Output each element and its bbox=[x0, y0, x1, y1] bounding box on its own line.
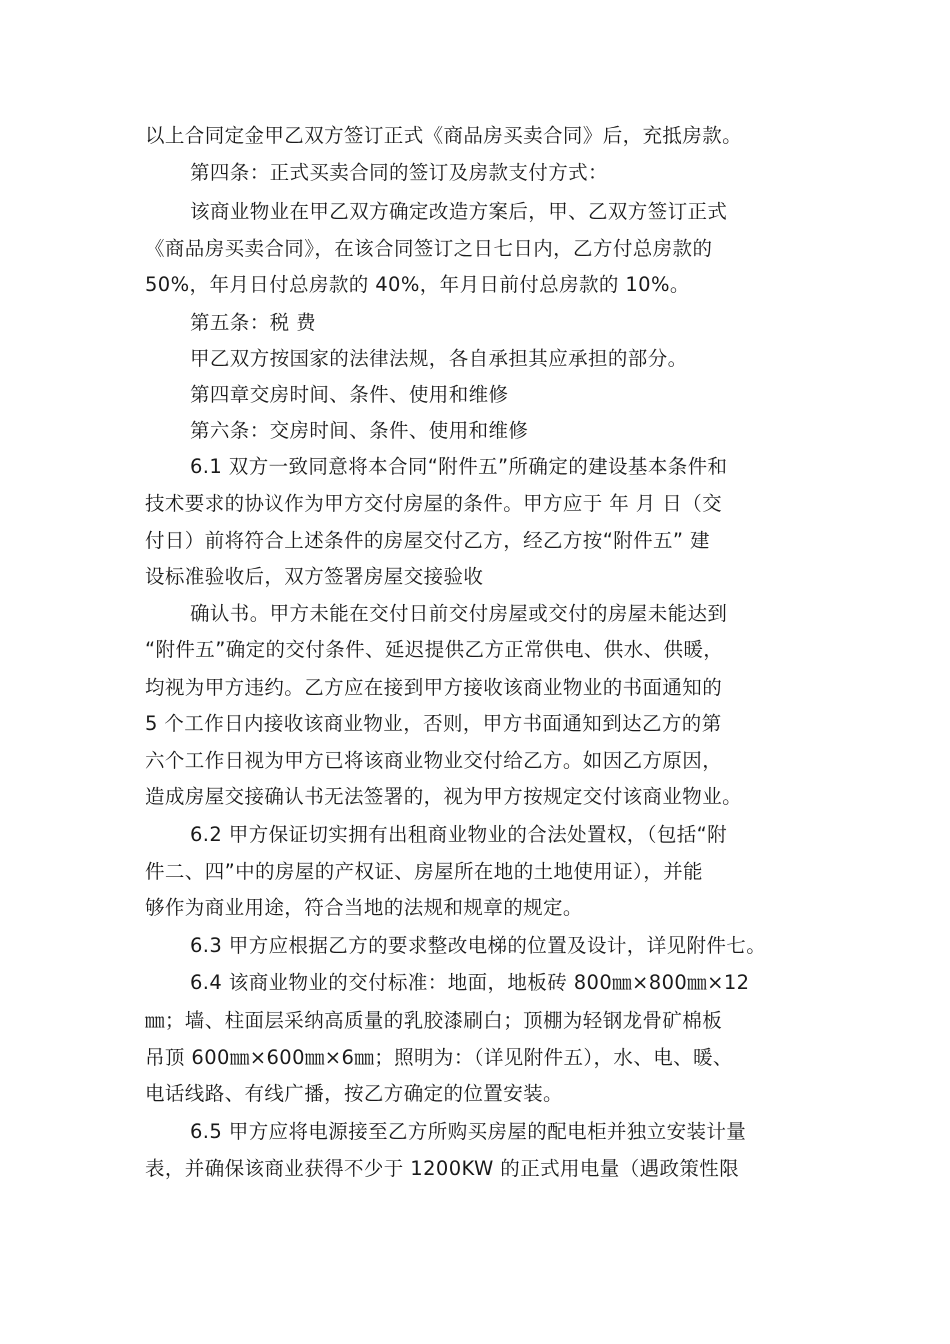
text-line: 第四章交房时间、条件、使用和维修 bbox=[190, 383, 509, 406]
text-line: 6.5 甲方应将电源接至乙方所购买房屋的配电柜并独立安装计量 bbox=[190, 1120, 747, 1143]
text-line: 第五条：税 费 bbox=[190, 311, 316, 334]
text-line: ㎜；墙、柱面层采纳高质量的乳胶漆刷白；顶棚为轻钢龙骨矿棉板 bbox=[145, 1009, 723, 1032]
text-line: 6.2 甲方保证切实拥有出租商业物业的合法处置权，（包括“附 bbox=[190, 823, 728, 846]
text-line: 够作为商业用途，符合当地的法规和规章的规定。 bbox=[145, 896, 583, 919]
text-line: 5 个工作日内接收该商业物业，否则，甲方书面通知到达乙方的第 bbox=[145, 712, 722, 735]
text-line: 该商业物业在甲乙双方确定改造方案后，甲、乙双方签订正式 bbox=[190, 200, 728, 223]
text-line: 《商品房买卖合同》，在该合同签订之日七日内，乙方付总房款的 bbox=[145, 237, 713, 260]
text-line: 设标准验收后，双方签署房屋交接验收 bbox=[145, 565, 484, 588]
text-line: 件二、四”中的房屋的产权证、房屋所在地的土地使用证），并能 bbox=[145, 860, 703, 883]
text-line: 确认书。甲方未能在交付日前交付房屋或交付的房屋未能达到 bbox=[190, 602, 728, 625]
text-line: 付日）前将符合上述条件的房屋交付乙方，经乙方按“附件五” 建 bbox=[145, 529, 710, 552]
text-line: 吊顶 600㎜×600㎜×6㎜；照明为：（详见附件五），水、电、暖、 bbox=[145, 1046, 733, 1069]
text-line: 技术要求的协议作为甲方交付房屋的条件。甲方应于 年 月 日（交 bbox=[145, 492, 722, 515]
text-line: 50%，年月日付总房款的 40%，年月日前付总房款的 10%。 bbox=[145, 273, 690, 296]
text-line: 6.4 该商业物业的交付标准：地面，地板砖 800㎜×800㎜×12 bbox=[190, 971, 750, 994]
text-line: 造成房屋交接确认书无法签署的，视为甲方按规定交付该商业物业。 bbox=[145, 785, 743, 808]
text-line: 第六条：交房时间、条件、使用和维修 bbox=[190, 419, 529, 442]
text-line: 电话线路、有线广播，按乙方确定的位置安装。 bbox=[145, 1082, 563, 1105]
text-line: 以上合同定金甲乙双方签订正式《商品房买卖合同》后，充抵房款。 bbox=[145, 124, 743, 147]
text-line: 均视为甲方违约。乙方应在接到甲方接收该商业物业的书面通知的 bbox=[145, 676, 723, 699]
text-line: 甲乙双方按国家的法律法规，各自承担其应承担的部分。 bbox=[190, 347, 688, 370]
text-line: 六个工作日视为甲方已将该商业物业交付给乙方。如因乙方原因， bbox=[145, 749, 723, 772]
text-line: 6.3 甲方应根据乙方的要求整改电梯的位置及设计，详见附件七。 bbox=[190, 934, 767, 957]
text-line: 第四条：正式买卖合同的签订及房款支付方式： bbox=[190, 161, 608, 184]
text-line: “附件五”确定的交付条件、延迟提供乙方正常供电、供水、供暖， bbox=[145, 638, 724, 661]
text-line: 表，并确保该商业获得不少于 1200KW 的正式用电量（遇政策性限 bbox=[145, 1157, 740, 1180]
text-line: 6.1 双方一致同意将本合同“附件五”所确定的建设基本条件和 bbox=[190, 455, 728, 478]
